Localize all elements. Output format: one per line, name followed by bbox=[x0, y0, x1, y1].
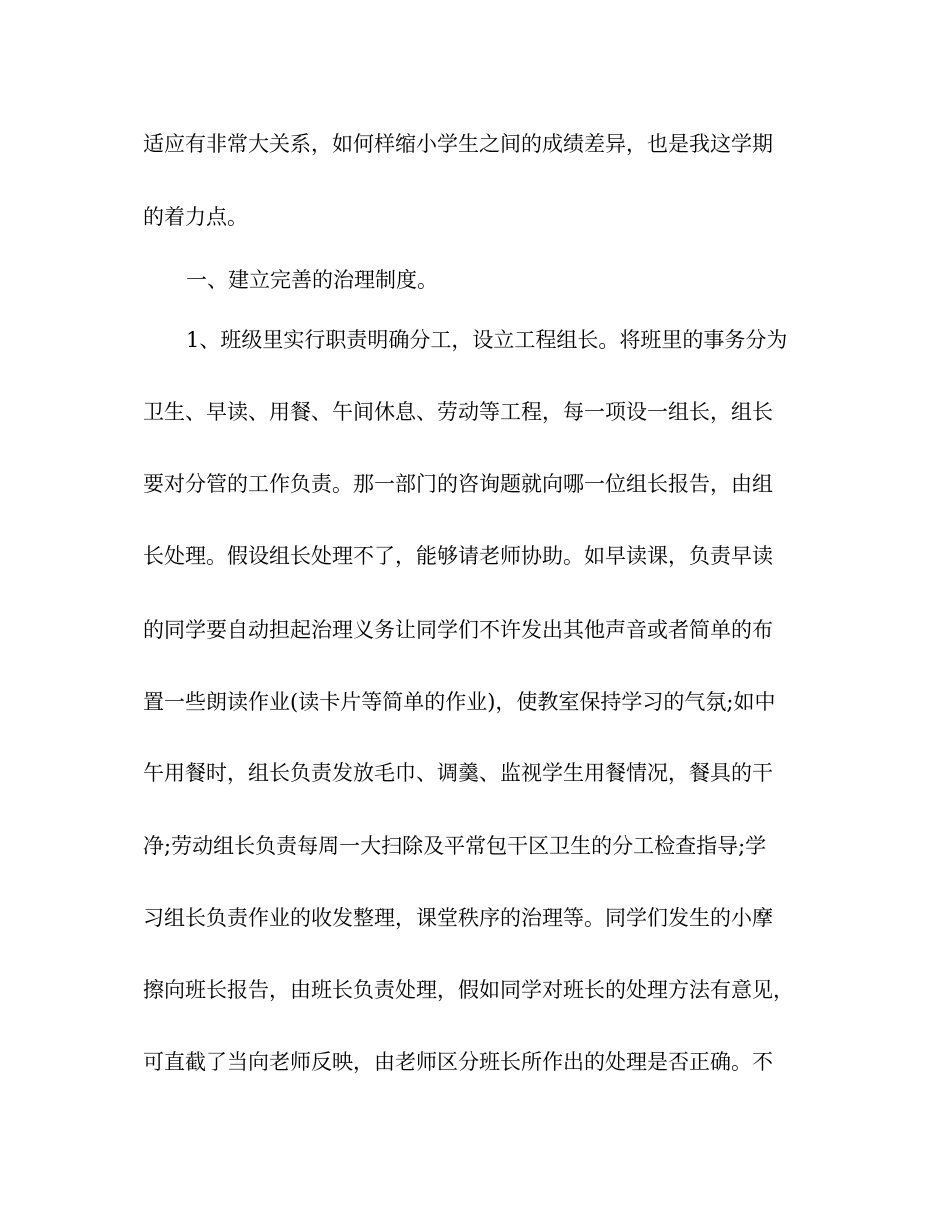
paragraph-line: 长处理。假设组长处理不了，能够请老师协助。如早读课，负责早读 bbox=[143, 544, 773, 568]
paragraph-line: 可直截了当向老师反映，由老师区分班长所作出的处理是否正确。不 bbox=[143, 1050, 773, 1074]
paragraph-line: 的着力点。 bbox=[143, 205, 248, 229]
paragraph-line: 擦向班长报告，由班长负责处理，假如同学对班长的处理方法有意见， bbox=[143, 978, 794, 1002]
paragraph-line: 午用餐时，组长负责发放毛巾、调羹、监视学生用餐情况，餐具的干 bbox=[143, 761, 773, 785]
paragraph-line: 1、班级里实行职责明确分工，设立工程组长。将班里的事务分为 bbox=[186, 328, 788, 352]
paragraph-line: 的同学要自动担起治理义务让同学们不许发出其他声音或者简单的布 bbox=[143, 618, 773, 642]
paragraph-line: 净;劳动组长负责每周一大扫除及平常包干区卫生的分工检查指导;学 bbox=[143, 834, 767, 858]
paragraph-line: 习组长负责作业的收发整理，课堂秩序的治理等。同学们发生的小摩 bbox=[143, 906, 773, 930]
section-heading: 一、建立完善的治理制度。 bbox=[186, 268, 438, 292]
paragraph-line: 置一些朗读作业(读卡片等简单的作业)，使教室保持学习的气氛;如中 bbox=[143, 690, 776, 714]
paragraph-line: 卫生、早读、用餐、午间休息、劳动等工程，每一项设一组长，组长 bbox=[143, 400, 773, 424]
paragraph-line: 要对分管的工作负责。那一部门的咨询题就向哪一位组长报告，由组 bbox=[143, 472, 773, 496]
paragraph-line: 适应有非常大关系，如何样缩小学生之间的成绩差异，也是我这学期 bbox=[143, 132, 773, 156]
